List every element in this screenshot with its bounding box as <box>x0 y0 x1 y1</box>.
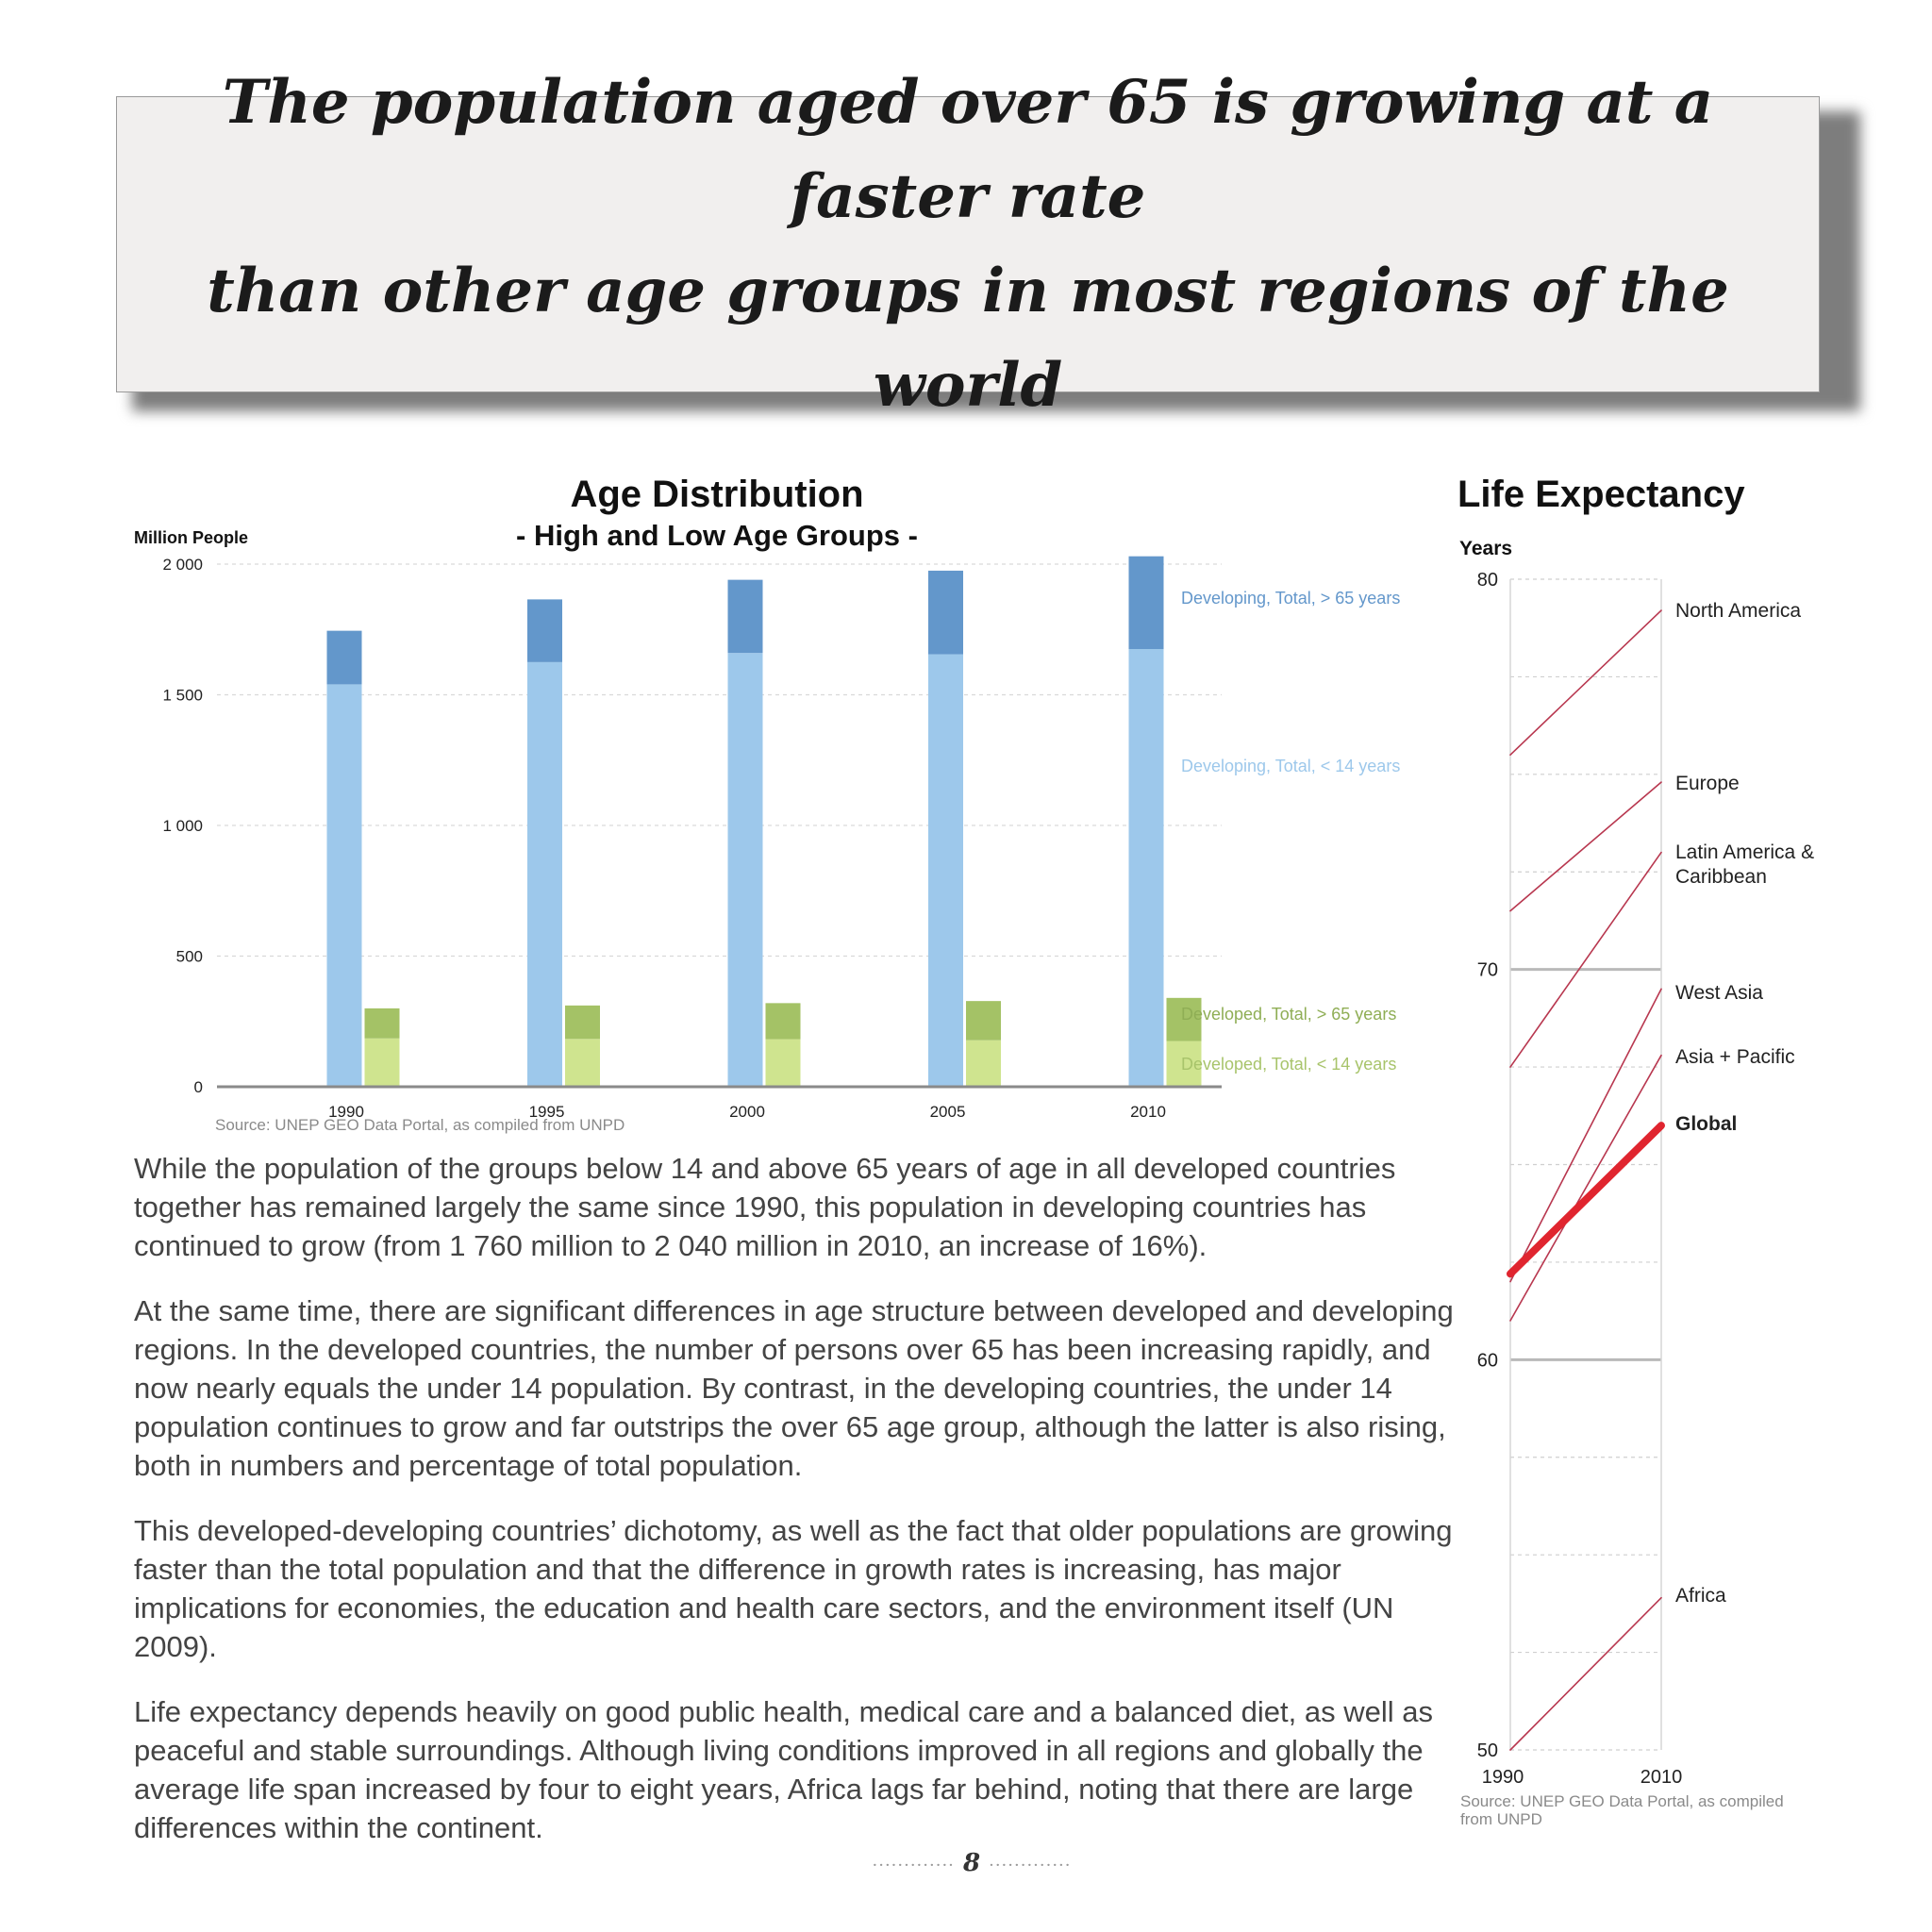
bar-developing-total-14-years-2010 <box>1129 649 1164 1087</box>
bar-developing-total-14-years-2005 <box>928 655 963 1087</box>
life-label-africa: Africa <box>1675 1585 1726 1607</box>
age-y-tick-label: 1 000 <box>162 817 203 835</box>
age-chart <box>0 528 1434 1208</box>
life-chart-title: Life Expectancy <box>1457 474 1745 515</box>
life-x-tick-label: 1990 <box>1481 1767 1524 1788</box>
legend-developed-total-65-years: Developed, Total, > 65 years <box>1181 1005 1397 1024</box>
folio-dots-right: ············· <box>989 1856 1072 1875</box>
life-chart <box>1441 528 1932 1802</box>
page-folio <box>868 1849 1075 1877</box>
bar-developed-total-14-years-1990 <box>365 1039 400 1087</box>
age-x-tick-label: 2010 <box>1130 1103 1166 1121</box>
bar-developed-total-65-years-2005 <box>966 1001 1001 1041</box>
life-label-europe: Europe <box>1675 773 1740 794</box>
age-chart-subtitle: - High and Low Age Groups - <box>516 519 918 552</box>
life-line-north-america <box>1510 610 1661 755</box>
bar-developed-total-14-years-2000 <box>766 1040 801 1087</box>
age-y-tick-label: 0 <box>193 1078 203 1096</box>
bar-developing-total-65-years-2000 <box>728 580 763 654</box>
age-chart-title: Age Distribution <box>570 474 864 515</box>
age-x-tick-label: 1990 <box>328 1103 364 1121</box>
life-y-tick-label: 80 <box>1476 570 1498 591</box>
age-x-tick-label: 2005 <box>929 1103 966 1121</box>
life-line-africa <box>1510 1598 1661 1750</box>
body-paragraph-1: While the population of the groups below 14 and above 65 years of age in all developed countries together has remained largely the same since 1990, this population in developing countries has continued to grow (from 1 760 million to 2 040 million in 2010, an increase of 16%). <box>134 1152 1396 1262</box>
life-line-latin-america-caribbean <box>1510 853 1661 1068</box>
age-y-tick-label: 2 000 <box>162 556 203 574</box>
life-y-tick-label: 60 <box>1476 1350 1498 1372</box>
legend-developing-total-65-years: Developing, Total, > 65 years <box>1181 589 1401 608</box>
page-title-line-1: The population aged over 65 is growing at a faster rate <box>222 67 1714 232</box>
legend-developed-total-14-years: Developed, Total, < 14 years <box>1181 1055 1397 1074</box>
age-y-tick-label: 500 <box>175 947 203 966</box>
bar-developing-total-14-years-1995 <box>527 662 562 1087</box>
life-line-west-asia <box>1510 989 1661 1281</box>
age-y-tick-label: 1 500 <box>162 686 203 705</box>
page-title <box>138 56 1798 433</box>
body-paragraph-2: At the same time, there are significant differences in age structure between developed and developing regions. In the developed countries, the number of persons over 65 has been increasing rapidly, and now nearly equals the under 14 population. By contrast, in the developing countries, the under 14 population continues to grow and far outstrips the over 65 age group, although the latter is also rising, both in numbers and percentage of total population. <box>134 1294 1454 1482</box>
page-number: 8 <box>962 1849 981 1877</box>
bar-developed-total-65-years-1990 <box>365 1008 400 1039</box>
life-y-tick-label: 70 <box>1476 959 1498 981</box>
bar-developing-total-14-years-1990 <box>327 684 362 1087</box>
bar-developed-total-14-years-2005 <box>966 1041 1001 1087</box>
life-chart-source-line-2: from UNPD <box>1460 1810 1542 1828</box>
bar-developing-total-65-years-1990 <box>327 631 362 685</box>
life-y-tick-label: 50 <box>1476 1740 1498 1761</box>
life-label-latin-america-line-1: Latin America & <box>1675 841 1815 863</box>
age-chart-source: Source: UNEP GEO Data Portal, as compiled from UNPD <box>215 1116 625 1134</box>
life-label-latin-america-line-2: Caribbean <box>1675 866 1767 888</box>
bar-developing-total-65-years-2010 <box>1129 557 1164 649</box>
life-label-north-america: North America <box>1675 600 1802 622</box>
header-banner <box>116 67 1820 421</box>
body-text <box>134 1149 1466 1874</box>
life-chart-unit-label: Years <box>1459 538 1513 559</box>
legend-developing-total-14-years: Developing, Total, < 14 years <box>1181 757 1401 775</box>
bar-developing-total-14-years-2000 <box>728 653 763 1087</box>
bar-developed-total-14-years-1995 <box>565 1039 600 1087</box>
life-chart-source <box>1460 1792 1784 1828</box>
bar-developing-total-65-years-1995 <box>527 599 562 661</box>
age-x-tick-label: 2000 <box>729 1103 765 1121</box>
bar-developed-total-65-years-1995 <box>565 1006 600 1039</box>
life-x-tick-label: 2010 <box>1640 1767 1683 1788</box>
page-title-line-2: than other age groups in most regions of the world <box>207 256 1729 421</box>
life-line-europe <box>1510 782 1661 911</box>
body-paragraph-3: This developed-developing countries’ dichotomy, as well as the fact that older populations are growing faster than the total population and that the difference in growth rates is increasing, has major implications for economies, the education and health care sectors, and the environment itself (UN 2009). <box>134 1514 1453 1663</box>
bar-developing-total-65-years-2005 <box>928 571 963 655</box>
life-line-asia-pacific <box>1510 1056 1661 1321</box>
life-label-asia-pacific: Asia + Pacific <box>1675 1046 1795 1068</box>
age-x-tick-label: 1995 <box>528 1103 565 1121</box>
body-paragraph-4: Life expectancy depends heavily on good public health, medical care and a balanced diet, as well as peaceful and stable surroundings. Although living conditions improved in all regions and globally the average life span increased by four to eight years, Africa lags far behind, noting that there are large differences within the continent. <box>134 1695 1433 1844</box>
life-line-global <box>1510 1125 1661 1274</box>
life-chart-source-line-1: Source: UNEP GEO Data Portal, as compiled <box>1460 1792 1784 1810</box>
age-chart-unit-label: Million People <box>134 528 249 547</box>
life-label-west-asia: West Asia <box>1675 982 1763 1004</box>
life-label-global: Global <box>1675 1113 1738 1135</box>
bar-developed-total-65-years-2000 <box>766 1003 801 1039</box>
folio-dots-left: ············· <box>872 1856 955 1875</box>
